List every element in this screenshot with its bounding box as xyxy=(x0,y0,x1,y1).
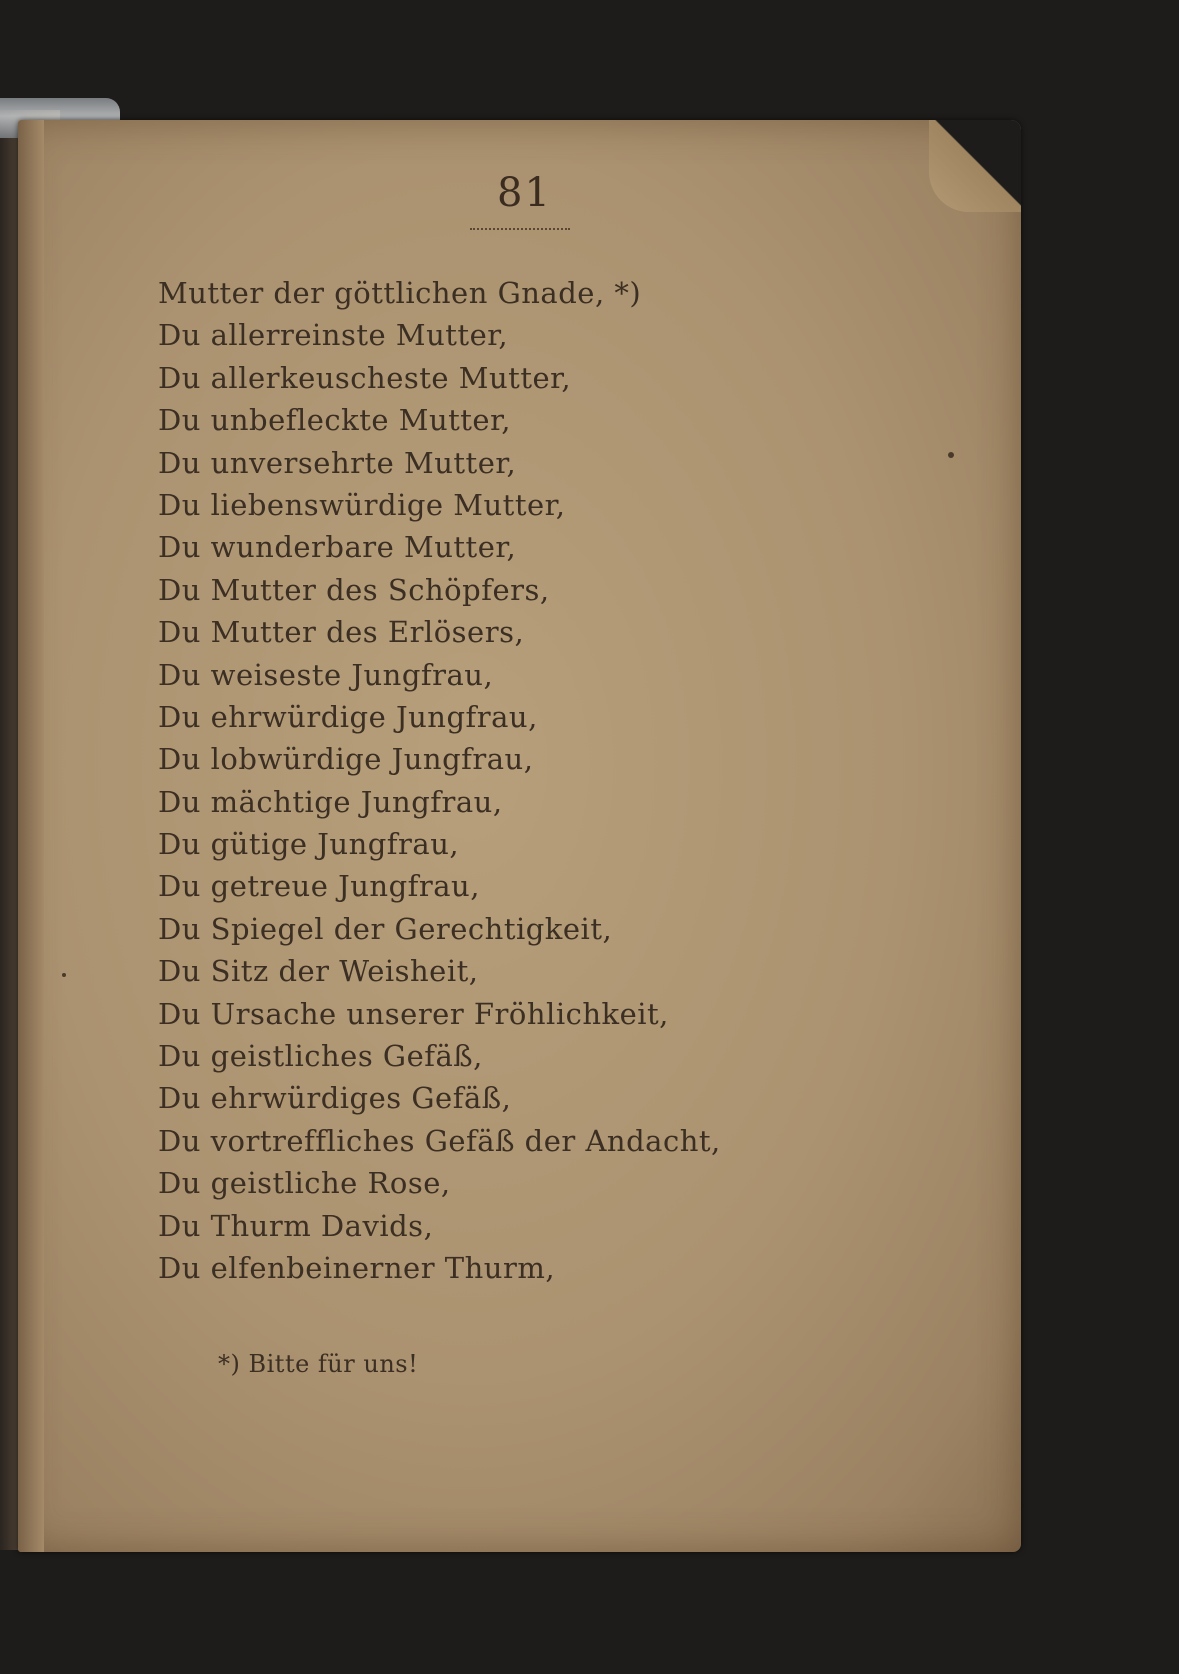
text-line: Du Spiegel der Gerechtigkeit, xyxy=(158,911,613,946)
paper-speck xyxy=(62,973,66,977)
paper-speck xyxy=(948,452,954,458)
text-line: Du vortreffliches Gefäß der Andacht, xyxy=(158,1123,721,1158)
text-line: Du ehrwürdige Jungfrau, xyxy=(158,699,538,734)
page-gutter xyxy=(18,120,44,1552)
text-line: Du Mutter des Schöpfers, xyxy=(158,572,550,607)
text-line: Du weiseste Jungfrau, xyxy=(158,657,494,692)
text-line: Du Ursache unserer Fröhlichkeit, xyxy=(158,996,669,1031)
litany-text xyxy=(158,272,878,1289)
text-line: Du lobwürdige Jungfrau, xyxy=(158,742,534,777)
text-line: Du Thurm Davids, xyxy=(158,1208,434,1243)
text-line: Du gütige Jungfrau, xyxy=(158,827,460,862)
text-line: Du unbefleckte Mutter, xyxy=(158,403,511,438)
text-line: Du geistliche Rose, xyxy=(158,1166,451,1201)
text-line: Du ehrwürdiges Gefäß, xyxy=(158,1081,512,1116)
text-line: Du wunderbare Mutter, xyxy=(158,530,517,565)
page-header xyxy=(18,170,1021,216)
text-line: Du Sitz der Weisheit, xyxy=(158,954,479,989)
text-line: Mutter der göttlichen Gnade, *) xyxy=(158,276,642,310)
text-line: Du getreue Jungfrau, xyxy=(158,869,480,904)
page-number: 81 xyxy=(497,170,552,216)
text-line: Du elfenbeinerner Thurm, xyxy=(158,1250,556,1285)
text-line: Du Mutter des Erlösers, xyxy=(158,615,525,650)
text-line: Du allerreinste Mutter, xyxy=(158,318,509,353)
book-page xyxy=(18,120,1021,1552)
text-line: Du mächtige Jungfrau, xyxy=(158,784,503,819)
text-line: Du unversehrte Mutter, xyxy=(158,445,517,480)
header-dotted-rule xyxy=(470,228,570,230)
text-line: Du allerkeuscheste Mutter, xyxy=(158,360,572,395)
text-line: Du geistliches Gefäß, xyxy=(158,1039,483,1074)
footnote: *) Bitte für uns! xyxy=(218,1350,419,1378)
text-line: Du liebenswürdige Mutter, xyxy=(158,487,566,522)
